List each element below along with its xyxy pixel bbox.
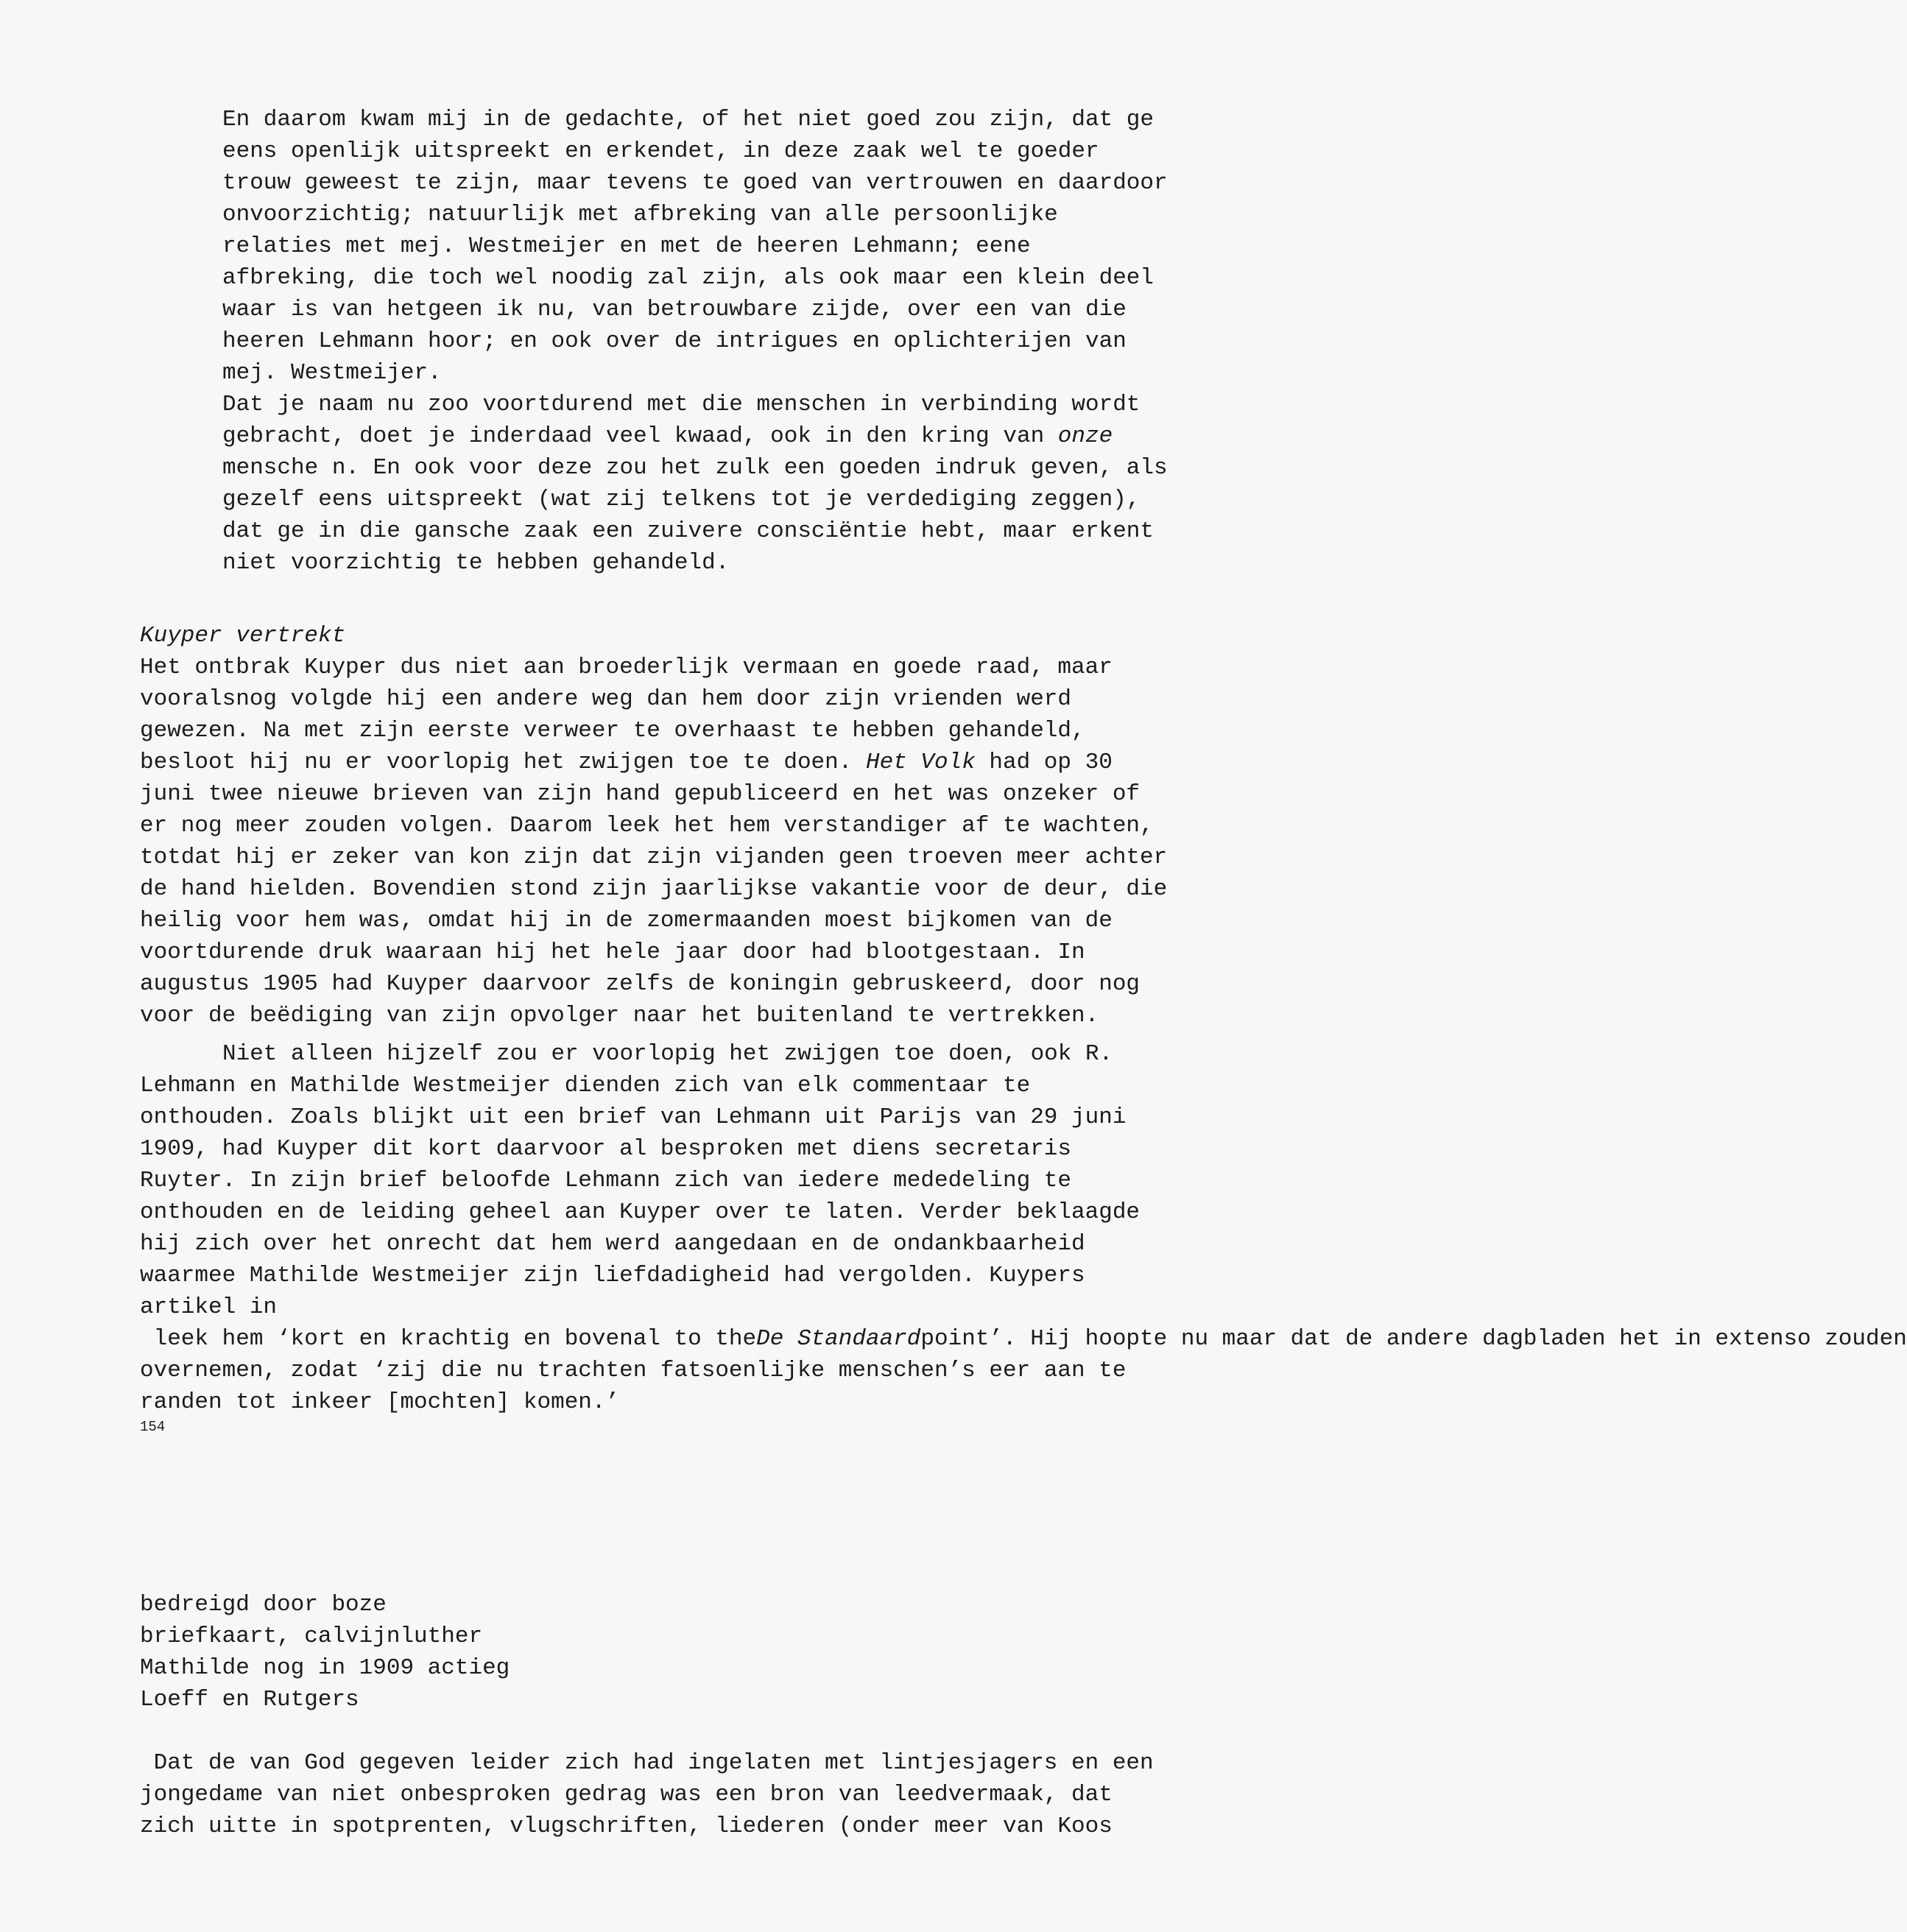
body-line: hij zich over het onrecht dat hem werd aangedaan en de ondankbaarheid xyxy=(140,1231,1085,1257)
quote-line-text: gebracht, doet je inderdaad veel kwaad, ook in den kring van xyxy=(222,423,1058,449)
italic-title: De Standaard xyxy=(756,1326,921,1352)
body-line: heilig voor hem was, omdat hij in de zomermaanden moest bijkomen van de xyxy=(140,908,1113,934)
body-line: juni twee nieuwe brieven van zijn hand gepubliceerd en het was onzeker of xyxy=(140,781,1141,807)
quote-line: gezelf eens uitspreekt (wat zij telkens tot je verdediging zeggen), xyxy=(222,487,1141,512)
body-line xyxy=(140,750,1113,776)
quote-line: mej. Westmeijer. xyxy=(222,360,442,386)
quote-line xyxy=(222,423,1113,450)
body-line: waarmee Mathilde Westmeijer zijn liefdadigheid had vergolden. Kuypers xyxy=(140,1263,1085,1288)
body-line: er nog meer zouden volgen. Daarom leek het hem verstandiger af te wachten, xyxy=(140,813,1154,839)
body-line: Dat de van God gegeven leider zich had ingelaten met lintjesjagers en een xyxy=(140,1750,1154,1776)
body-line: 1909, had Kuyper dit kort daarvoor al besproken met diens secretaris xyxy=(140,1136,1072,1162)
quote-line: Dat je naam nu zoo voortdurend met die menschen in verbinding wordt xyxy=(222,392,1141,417)
quote-line: niet voorzichtig te hebben gehandeld. xyxy=(222,550,730,576)
section-heading xyxy=(140,623,345,649)
body-line: augustus 1905 had Kuyper daarvoor zelfs de koningin gebruskeerd, door nog xyxy=(140,971,1141,997)
body-line: Lehmann en Mathilde Westmeijer dienden zich van elk commentaar te xyxy=(140,1073,1031,1099)
body-line: jongedame van niet onbesproken gedrag was een bron van leedvermaak, dat xyxy=(140,1782,1113,1808)
body-line: Niet alleen hijzelf zou er voorlopig het zwijgen toe doen, ook R. xyxy=(222,1041,1113,1067)
quote-italic-word: onze xyxy=(1057,423,1113,449)
body-line: overnemen, zodat ‘zij die nu trachten fatsoenlijke menschen’s eer aan te xyxy=(140,1358,1127,1383)
quote-line: En daarom kwam mij in de gedachte, of het niet goed zou zijn, dat ge xyxy=(222,107,1155,133)
body-line xyxy=(140,1421,165,1448)
body-line: Ruyter. In zijn brief beloofde Lehmann zich van iedere mededeling te xyxy=(140,1168,1072,1194)
note-line: bedreigd door boze xyxy=(140,1592,387,1618)
body-line: randen tot inkeer [mochten] komen.’ xyxy=(140,1389,620,1415)
section-heading-text: Kuyper vertrekt xyxy=(140,623,346,649)
quote-line: dat ge in die gansche zaak een zuivere consciëntie hebt, maar erkent xyxy=(222,518,1155,544)
note-line: Mathilde nog in 1909 actieg xyxy=(140,1655,510,1681)
body-line: voor de beëdiging van zijn opvolger naar het buitenland te vertrekken. xyxy=(140,1003,1099,1029)
body-line xyxy=(140,1326,1907,1353)
italic-title: Het Volk xyxy=(865,750,976,775)
body-line: de hand hielden. Bovendien stond zijn jaarlijkse vakantie voor de deur, die xyxy=(140,876,1168,902)
body-line: artikel in xyxy=(140,1294,291,1320)
body-line: onthouden en de leiding geheel aan Kuyper over te laten. Verder beklaagde xyxy=(140,1199,1141,1225)
note-line: Loeff en Rutgers xyxy=(140,1687,359,1713)
body-line-text: had op 30 xyxy=(975,750,1113,775)
body-line-text: leek hem ‘kort en krachtig en bovenal to the xyxy=(140,1326,757,1352)
quote-line: trouw geweest te zijn, maar tevens te goed van vertrouwen en daardoor xyxy=(222,170,1168,196)
quote-line: mensche n. En ook voor deze zou het zulk een goeden indruk geven, als xyxy=(222,455,1168,481)
quote-line: waar is van hetgeen ik nu, van betrouwbare zijde, over een van die xyxy=(222,297,1127,322)
body-line: gewezen. Na met zijn eerste verweer te overhaast te hebben gehandeld, xyxy=(140,718,1085,744)
body-line: totdat hij er zeker van kon zijn dat zijn vijanden geen troeven meer achter xyxy=(140,845,1168,870)
body-line: vooralsnog volgde hij een andere weg dan hem door zijn vrienden werd xyxy=(140,686,1072,712)
body-line: onthouden. Zoals blijkt uit een brief van Lehmann uit Parijs van 29 juni xyxy=(140,1104,1127,1130)
footnote-marker: 154 xyxy=(140,1419,166,1435)
quote-line: onvoorzichtig; natuurlijk met afbreking van alle persoonlijke xyxy=(222,202,1058,228)
quote-line: afbreking, die toch wel noodig zal zijn, als ook maar een klein deel xyxy=(222,265,1155,291)
body-line: zich uitte in spotprenten, vlugschriften, liederen (onder meer van Koos xyxy=(140,1813,1113,1839)
quote-line: heeren Lehmann hoor; en ook over de intrigues en oplichterijen van xyxy=(222,328,1127,354)
body-line: voortdurende druk waaraan hij het hele jaar door had blootgestaan. In xyxy=(140,939,1085,965)
body-line-text: point’. Hij hoopte nu maar dat de andere dagbladen het in extenso zouden xyxy=(920,1326,1907,1352)
quote-line: eens openlijk uitspreekt en erkendet, in deze zaak wel te goeder xyxy=(222,138,1099,164)
note-line: briefkaart, calvijnluther xyxy=(140,1623,483,1649)
quote-line: relaties met mej. Westmeijer en met de heeren Lehmann; eene xyxy=(222,233,1031,259)
body-line-text: besloot hij nu er voorlopig het zwijgen toe te doen. xyxy=(140,750,866,775)
body-line: Het ontbrak Kuyper dus niet aan broederlijk vermaan en goede raad, maar xyxy=(140,655,1113,680)
